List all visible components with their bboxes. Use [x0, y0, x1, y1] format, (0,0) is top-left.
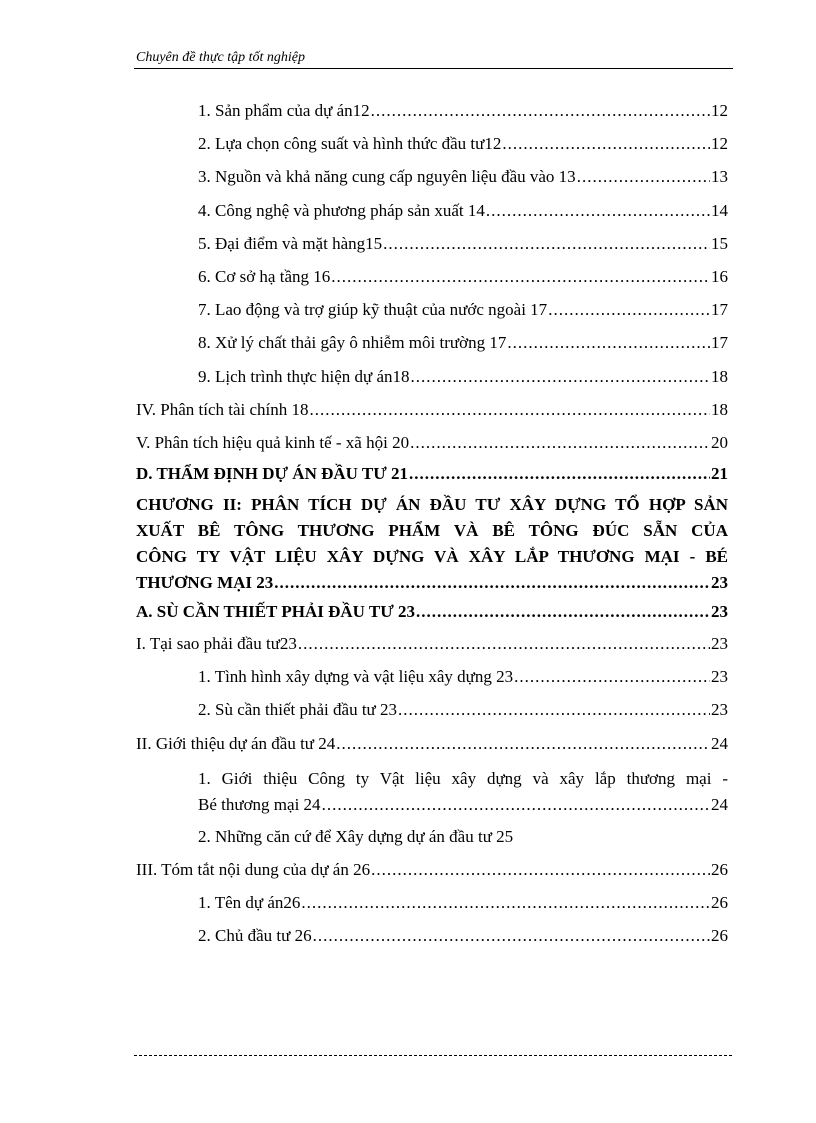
dot-leader [416, 601, 710, 623]
toc-multiline-entry[interactable] [198, 766, 728, 818]
toc-entry-text: I. Tại sao phải đầu tư23 [136, 634, 297, 653]
dot-leader [398, 699, 710, 721]
toc-entry[interactable] [198, 699, 728, 721]
toc-entry-line: 1. Giới thiệu Công ty Vật liệu xây dựng và xây lắp thương mại - [198, 769, 728, 788]
toc-entry-text: 7. Lao động và trợ giúp kỹ thuật của nước ngoài 17 [198, 300, 548, 319]
running-header: Chuyên đề thực tập tốt nghiệp [136, 50, 305, 65]
toc-entry[interactable] [136, 601, 728, 623]
toc-page-number: 21 [711, 464, 728, 483]
toc-entry-text: III. Tóm tắt nội dung của dự án 26 [136, 860, 371, 879]
toc-entry-last-line [136, 570, 728, 596]
toc-page-number: 24 [711, 795, 728, 814]
dot-leader [298, 633, 710, 655]
header-rule [134, 68, 733, 69]
toc-page-number: 23 [711, 602, 728, 621]
toc-entry-text: 4. Công nghệ và phương pháp sản xuất 14 [198, 201, 485, 220]
dot-leader [322, 792, 710, 818]
toc-entry[interactable] [198, 826, 513, 848]
toc-page-number: 26 [711, 860, 728, 879]
toc-page-number: 12 [711, 134, 728, 153]
toc-page-number: 17 [711, 333, 728, 352]
dot-leader [331, 266, 710, 288]
toc-entry[interactable] [198, 925, 728, 947]
toc-entry-text: 1. Tên dự án26 [198, 893, 301, 912]
toc-page-number: 26 [711, 926, 728, 945]
toc-entry[interactable] [198, 666, 728, 688]
dot-leader [301, 892, 710, 914]
toc-chapter-entry[interactable] [136, 492, 728, 596]
dot-leader [577, 166, 710, 188]
toc-entry-last-line [198, 792, 728, 818]
toc-entry[interactable] [198, 200, 728, 222]
toc-page-number: 14 [711, 201, 728, 220]
toc-entry-text: IV. Phân tích tài chính 18 [136, 400, 309, 419]
dot-leader [371, 859, 710, 881]
toc-entry-text: 9. Lịch trình thực hiện dự án18 [198, 367, 410, 386]
toc-entry[interactable] [136, 733, 728, 755]
toc-entry[interactable] [198, 166, 728, 188]
toc-entry[interactable] [198, 100, 728, 122]
toc-entry[interactable] [198, 366, 728, 388]
toc-entry-text: II. Giới thiệu dự án đầu tư 24 [136, 734, 336, 753]
toc-page-number: 16 [711, 267, 728, 286]
toc-entry-text: A. SÙ CẦN THIẾT PHẢI ĐẦU TƯ 23 [136, 602, 415, 621]
toc-entry-line: Bé thương mại 24 [198, 795, 321, 814]
toc-page-number: 23 [711, 700, 728, 719]
toc-entry[interactable] [136, 399, 728, 421]
toc-page-number: 20 [711, 433, 728, 452]
toc-entry-text: 1. Sản phẩm của dự án12 [198, 101, 370, 120]
toc-entry-line: THƯƠNG MẠI 23 [136, 573, 274, 592]
toc-page-number: 24 [711, 734, 728, 753]
dot-leader [548, 299, 710, 321]
footer-dashed-rule [134, 1055, 732, 1056]
toc-entry-text: 2. Lựa chọn công suất và hình thức đầu tư12 [198, 134, 502, 153]
toc-page-number: 23 [711, 667, 728, 686]
toc-page-number: 13 [711, 167, 728, 186]
toc-entry-text: V. Phân tích hiệu quả kinh tế - xã hội 20 [136, 433, 410, 452]
toc-entry-text: 1. Tình hình xây dựng và vật liệu xây dựng 23 [198, 667, 514, 686]
dot-leader [313, 925, 710, 947]
dot-leader [336, 733, 710, 755]
toc-page-number: 18 [711, 400, 728, 419]
toc-entry[interactable] [136, 463, 728, 485]
toc-page-number: 15 [711, 234, 728, 253]
toc-entry[interactable] [136, 633, 728, 655]
toc-entry-text: 6. Cơ sở hạ tầng 16 [198, 267, 331, 286]
dot-leader [514, 666, 710, 688]
dot-leader [502, 133, 710, 155]
dot-leader [411, 366, 710, 388]
toc-entry[interactable] [198, 133, 728, 155]
toc-entry[interactable] [198, 266, 728, 288]
toc-entry-text: 2. Những căn cứ để Xây dựng dự án đầu tư 25 [198, 827, 514, 846]
toc-entry-text: D. THẨM ĐỊNH DỰ ÁN ĐẦU TƯ 21 [136, 464, 408, 483]
toc-entry-line: CÔNG TY VẬT LIỆU XÂY DỰNG VÀ XÂY LẮP THƯƠNG MẠI - BÉ [136, 547, 728, 566]
dot-leader [409, 463, 710, 485]
toc-entry-line: XUẤT BÊ TÔNG THƯƠNG PHẨM VÀ BÊ TÔNG ĐÚC SẴN CỦA [136, 521, 728, 540]
toc-page-number: 18 [711, 367, 728, 386]
toc-entry-text: 2. Sù cần thiết phải đầu tư 23 [198, 700, 398, 719]
toc-entry[interactable] [136, 432, 728, 454]
toc-page-number: 26 [711, 893, 728, 912]
toc-entry-line: CHƯƠNG II: PHÂN TÍCH DỰ ÁN ĐẦU TƯ XÂY DỰNG TỔ HỢP SẢN [136, 495, 728, 514]
toc-entry-text: 5. Đại điểm và mặt hàng15 [198, 234, 383, 253]
toc-entry[interactable] [136, 859, 728, 881]
toc-page-number: 17 [711, 300, 728, 319]
toc-page-number: 12 [711, 101, 728, 120]
toc-entry-text: 8. Xử lý chất thải gây ô nhiễm môi trường 17 [198, 333, 507, 352]
toc-entry[interactable] [198, 892, 728, 914]
dot-leader [310, 399, 711, 421]
toc-entry-text: 3. Nguồn và khả năng cung cấp nguyên liệu đầu vào 13 [198, 167, 576, 186]
toc-entry-text: 2. Chủ đầu tư 26 [198, 926, 312, 945]
toc-entry[interactable] [198, 299, 728, 321]
dot-leader [486, 200, 710, 222]
toc-page-number: 23 [711, 634, 728, 653]
dot-leader [383, 233, 710, 255]
toc-entry[interactable] [198, 233, 728, 255]
toc-entry[interactable] [198, 332, 728, 354]
dot-leader [371, 100, 710, 122]
dot-leader [507, 332, 710, 354]
dot-leader [410, 432, 710, 454]
toc-page-number: 23 [711, 573, 728, 592]
dot-leader [274, 570, 710, 596]
